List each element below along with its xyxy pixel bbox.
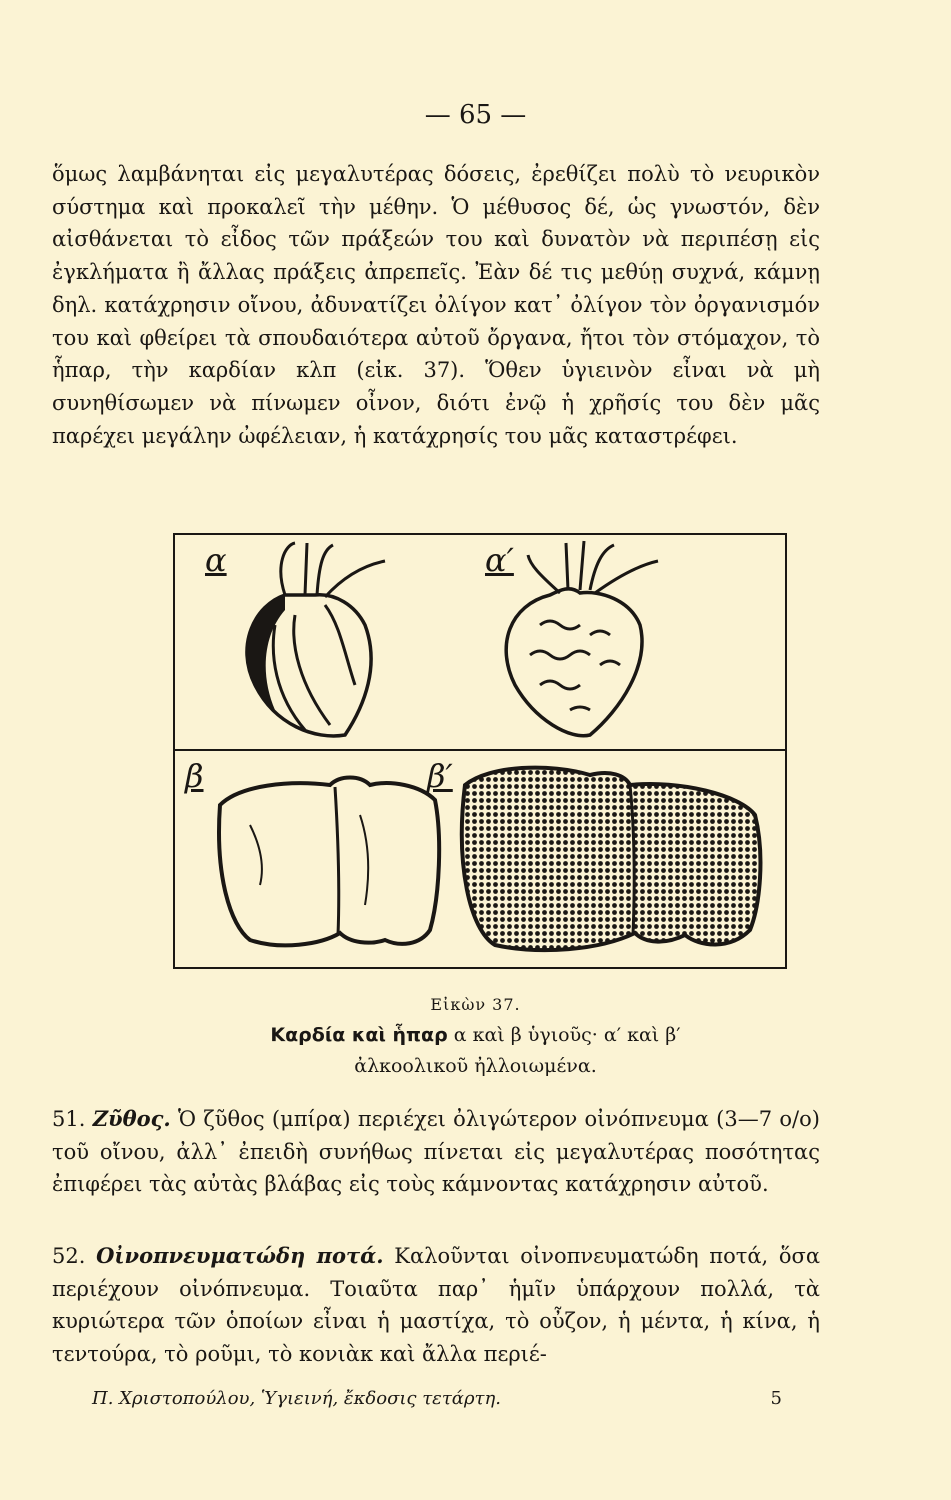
section-52: [52, 1240, 820, 1371]
healthy-liver-drawing: [210, 755, 450, 960]
paragraph-text: ὅμως λαμβάνηται εἰς μεγαλυτέρας δόσεις, ἐρεθίζει πολὺ τὸ νευρικὸν σύστημα καὶ προκαλεῖ τὴν μέθην. Ὁ μέθυσος δέ, ὡς γνωστόν, δὲν αἰσθάνεται τὸ εἶδος τῶν πράξεών του καὶ δυνατὸν νὰ περιπέσῃ εἰς ἐγκλήματα ἢ ἄλλας πράξεις ἀπρεπεῖς. Ἐὰν δέ τις μεθύῃ συχνά, κάμνῃ δηλ. κατάχρησιν οἴνου, ἀδυνατίζει ὀλίγον κατ᾽ ὀλίγον τὸν ὀργανισμόν του καὶ φθείρει τὰ σπουδαιότερα αὐτοῦ ὄργανα, ἤτοι τὸν στόμαχον, τὸ ἧπαρ, τὴν καρδίαν κλπ (εἰκ. 37). Ὅθεν ὑγιεινὸν εἶναι νὰ μὴ συνηθίσωμεν νὰ πίνωμεν οἶνον, διότι ἐνῷ ἡ χρῆσίς του δὲν μᾶς παρέχει μεγάλην ὠφέλειαν, ἡ κατάχρησίς του μᾶς καταστρέφει.: [52, 162, 820, 448]
label-a: α: [205, 541, 227, 579]
section-title: Ζῦθος.: [92, 1106, 171, 1131]
alcoholic-liver-drawing: [450, 755, 780, 960]
label-a-prime: α′: [485, 541, 514, 579]
page-footer: [92, 1388, 782, 1409]
section-title: Οἰνοπνευματώδη ποτά.: [96, 1243, 384, 1268]
section-text: Καλοῦνται οἰνοπνευματώδη ποτά, ὅσα περιέχουν οἰνόπνευμα. Τοιαῦτα παρ᾽ ἡμῖν ὑπάρχουν πολλά, τὰ κυριώτερα τῶν ὁποίων εἶναι ἡ μαστίχα, τὸ οὖζον, ἡ μέντα, ἡ κίνα, ἡ τεντούρα, τὸ ροῦμι, τὸ κονιὰκ καὶ ἄλλα περιέ-: [52, 1244, 820, 1367]
caption-title-rest: α καὶ β ὑγιοῦς· α′ καὶ β′: [453, 1024, 681, 1046]
label-b-prime: β′: [427, 757, 453, 795]
page-number: — 65 —: [424, 100, 527, 130]
figure-caption: [0, 1024, 951, 1046]
figure-number: Εἰκὼν 37.: [430, 995, 521, 1014]
section-text: Ὁ ζῦθος (μπίρα) περιέχει ὀλιγώτερον οἰνόπνευμα (3—7 ο/ο) τοῦ οἴνου, ἀλλ᾽ ἐπειδὴ συνήθως πίνεται εἰς μεγαλυτέρας ποσότητας ἐπιφέρει τὰς αὐτὰς βλάβας εἰς τοὺς κάμνοντας κατάχρησιν αὐτοῦ.: [52, 1107, 820, 1197]
body-paragraph: [52, 158, 820, 452]
sheet-signature: 5: [770, 1388, 782, 1409]
figure-divider: [175, 749, 785, 751]
caption-title-bold: Καρδία καὶ ἧπαρ: [270, 1024, 448, 1046]
alcoholic-heart-drawing: [480, 535, 680, 747]
figure-caption-line-2: ἀλκοολικοῦ ἠλλοιωμένα.: [354, 1055, 597, 1077]
healthy-heart-drawing: [215, 535, 415, 747]
section-number: 51.: [52, 1107, 86, 1131]
section-number: 52.: [52, 1244, 86, 1268]
label-b: β: [185, 757, 204, 795]
section-51: [52, 1103, 820, 1201]
footer-citation: Π. Χριστοπούλου, Ὑγιεινή, ἔκδοσις τετάρτη.: [92, 1388, 501, 1409]
figure-37: [173, 533, 787, 969]
